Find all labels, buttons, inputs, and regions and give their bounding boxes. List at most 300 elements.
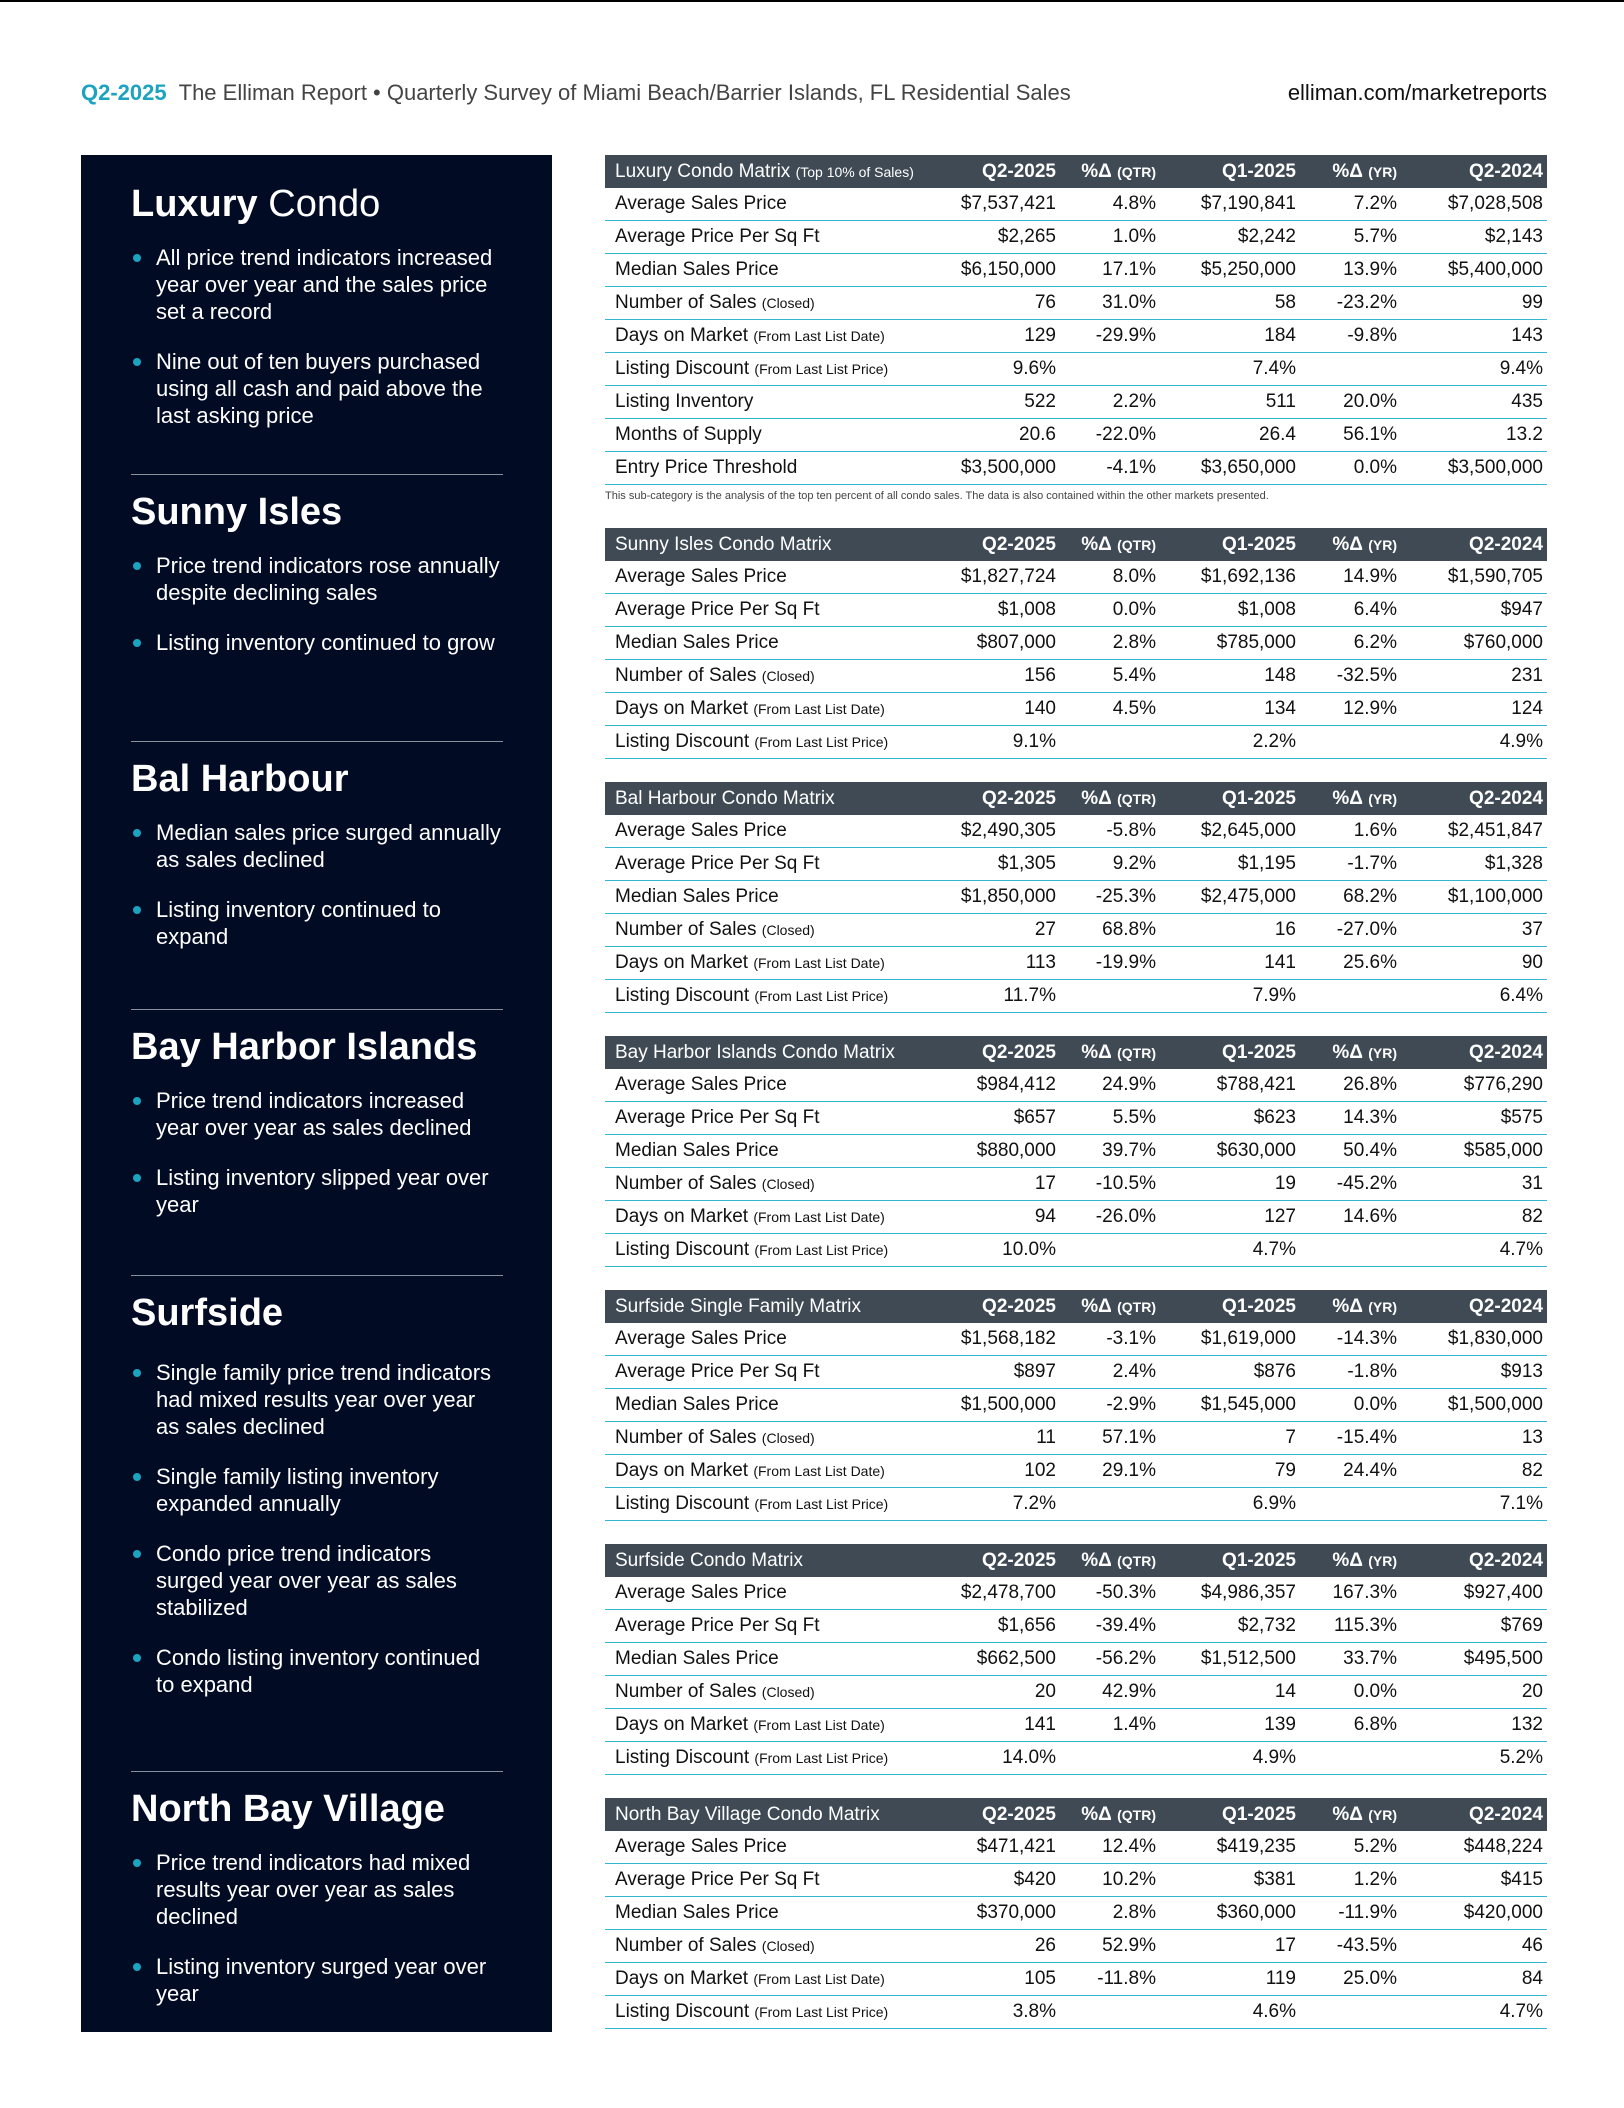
table-cell: 11.7% xyxy=(1003,985,1056,1006)
table-cell: 6.2% xyxy=(1353,632,1397,653)
row-label xyxy=(615,1577,787,1609)
col-header-pct-yr-label: %Δ xyxy=(1332,534,1363,555)
table-row xyxy=(605,1643,1547,1676)
table-cell: 58 xyxy=(1274,292,1296,313)
col-header-pct-yr-label: %Δ xyxy=(1332,1550,1363,1571)
table-cell: 68.8% xyxy=(1102,919,1156,940)
table-cell: 16 xyxy=(1274,919,1296,940)
sidebar-section-north-bay-village xyxy=(131,1787,503,2030)
bullet-item: Single family price trend indicators had mixed results year over year as sales declined xyxy=(131,1359,503,1440)
table-cell: 148 xyxy=(1264,665,1296,686)
row-label xyxy=(615,452,797,484)
table-cell: 26.4 xyxy=(1259,424,1296,445)
col-header-q2-2024: Q2-2024 xyxy=(1469,788,1543,809)
col-header-pct-yr xyxy=(1332,1798,1397,1832)
bullet-item: Listing inventory surged year over year xyxy=(131,1953,503,2007)
report-title: The Elliman Report • Quarterly Survey of Miami Beach/Barrier Islands, FL Residential Sales xyxy=(178,80,1071,105)
row-label-sub: (From Last List Date) xyxy=(753,955,885,971)
bullet-dot-icon xyxy=(133,906,141,914)
table-cell: -56.2% xyxy=(1095,1648,1156,1669)
table-cell: -15.4% xyxy=(1336,1427,1397,1448)
row-label-text: Average Price Per Sq Ft xyxy=(615,599,820,620)
table-cell: $360,000 xyxy=(1216,1902,1296,1923)
table-cell: 20 xyxy=(1034,1681,1056,1702)
row-label xyxy=(615,947,885,979)
row-label xyxy=(615,1234,888,1266)
col-header-pct-qtr xyxy=(1081,782,1156,816)
col-header-pct-qtr xyxy=(1081,1544,1156,1578)
table-cell: $1,656 xyxy=(997,1615,1056,1636)
table-cell: -1.7% xyxy=(1347,853,1397,874)
row-label-sub: (Closed) xyxy=(761,1684,815,1700)
table-cell: 6.8% xyxy=(1353,1714,1397,1735)
table-row xyxy=(605,1676,1547,1709)
bullet-item: Condo price trend indicators surged year over year as sales stabilized xyxy=(131,1540,503,1621)
row-label-text: Listing Discount xyxy=(615,985,750,1006)
table-cell: 124 xyxy=(1511,698,1543,719)
row-label xyxy=(615,1831,787,1863)
table-cell: -32.5% xyxy=(1336,665,1397,686)
table-cell: 13.9% xyxy=(1343,259,1397,280)
row-label xyxy=(615,693,885,725)
row-label-text: Listing Discount xyxy=(615,731,750,752)
table-cell: 14 xyxy=(1274,1681,1296,1702)
table-cell: 5.5% xyxy=(1112,1107,1156,1128)
col-header-q1-2025: Q1-2025 xyxy=(1222,161,1296,182)
row-label xyxy=(615,1963,885,1995)
table-cell: 0.0% xyxy=(1353,1394,1397,1415)
col-header-pct-qtr xyxy=(1081,528,1156,562)
col-header-q1-2025: Q1-2025 xyxy=(1222,1042,1296,1063)
table-cell: $2,265 xyxy=(997,226,1056,247)
table-row xyxy=(605,1864,1547,1897)
matrix-header-row xyxy=(605,1544,1547,1577)
table-cell: -26.0% xyxy=(1095,1206,1156,1227)
table-cell: 3.8% xyxy=(1012,2001,1056,2022)
table-cell: -45.2% xyxy=(1336,1173,1397,1194)
col-header-pct-qtr-label: %Δ xyxy=(1081,534,1112,555)
row-label-text: Average Sales Price xyxy=(615,1582,787,1603)
table-cell: $415 xyxy=(1500,1869,1543,1890)
table-row xyxy=(605,1488,1547,1521)
table-cell: -3.1% xyxy=(1106,1328,1156,1349)
col-header-pct-yr-label: %Δ xyxy=(1332,1296,1363,1317)
table-cell: -39.4% xyxy=(1095,1615,1156,1636)
table-cell: $2,645,000 xyxy=(1200,820,1296,841)
col-header-pct-yr-sub: (YR) xyxy=(1368,791,1397,807)
col-header-pct-qtr-label: %Δ xyxy=(1081,1042,1112,1063)
section-title: Sunny Isles xyxy=(131,491,343,533)
row-label-text: Listing Discount xyxy=(615,1239,750,1260)
table-row xyxy=(605,1897,1547,1930)
table-cell: -19.9% xyxy=(1095,952,1156,973)
col-header-pct-qtr-label: %Δ xyxy=(1081,788,1112,809)
luxury-note: This sub-category is the analysis of the top ten percent of all condo sales. The data is also contained within the other markets presented. xyxy=(605,490,1269,502)
table-cell: $419,235 xyxy=(1216,1836,1296,1857)
table-cell: 5.2% xyxy=(1499,1747,1543,1768)
row-label-text: Number of Sales xyxy=(615,1681,757,1702)
table-cell: 231 xyxy=(1511,665,1543,686)
matrix-table xyxy=(605,155,1547,485)
matrix-header-row xyxy=(605,782,1547,815)
bullet-item: Single family listing inventory expanded annually xyxy=(131,1463,503,1517)
table-cell: $1,008 xyxy=(1237,599,1296,620)
table-cell: -2.9% xyxy=(1106,1394,1156,1415)
row-label-sub: (From Last List Date) xyxy=(753,1717,885,1733)
table-cell: $2,451,847 xyxy=(1447,820,1543,841)
row-label-text: Days on Market xyxy=(615,952,749,973)
row-label xyxy=(615,1709,885,1741)
table-cell: 7.2% xyxy=(1012,1493,1056,1514)
table-cell: $1,830,000 xyxy=(1447,1328,1543,1349)
table-row xyxy=(605,188,1547,221)
table-cell: 115.3% xyxy=(1333,1615,1397,1636)
row-label xyxy=(615,1455,885,1487)
col-header-pct-qtr-sub: (QTR) xyxy=(1117,1807,1156,1823)
table-cell: 4.7% xyxy=(1499,1239,1543,1260)
table-cell: $1,619,000 xyxy=(1200,1328,1296,1349)
row-label xyxy=(615,881,779,913)
table-cell: 13.2 xyxy=(1506,424,1543,445)
table-cell: -1.8% xyxy=(1347,1361,1397,1382)
table-cell: 4.6% xyxy=(1252,2001,1296,2022)
row-label-text: Listing Discount xyxy=(615,1493,750,1514)
table-cell: 26.8% xyxy=(1343,1074,1397,1095)
table-cell: $5,250,000 xyxy=(1200,259,1296,280)
table-cell: 9.4% xyxy=(1499,358,1543,379)
row-label xyxy=(615,188,787,220)
table-cell: 13 xyxy=(1521,1427,1543,1448)
table-cell: 10.2% xyxy=(1102,1869,1156,1890)
row-label xyxy=(615,254,779,286)
table-row xyxy=(605,1996,1547,2029)
table-cell: $5,400,000 xyxy=(1447,259,1543,280)
col-header-pct-yr-sub: (YR) xyxy=(1368,537,1397,553)
col-header-pct-qtr xyxy=(1081,1036,1156,1070)
table-row xyxy=(605,693,1547,726)
bullet-dot-icon xyxy=(133,829,141,837)
table-row xyxy=(605,221,1547,254)
report-url-link[interactable]: elliman.com/marketreports xyxy=(1287,80,1547,105)
col-header-pct-yr xyxy=(1332,782,1397,816)
row-label xyxy=(615,815,787,847)
row-label xyxy=(615,726,888,758)
table-cell: -29.9% xyxy=(1095,325,1156,346)
row-label xyxy=(615,1742,888,1774)
table-cell: $1,100,000 xyxy=(1447,886,1543,907)
table-cell: -50.3% xyxy=(1095,1582,1156,1603)
matrix-table xyxy=(605,1290,1547,1521)
table-cell: $2,490,305 xyxy=(960,820,1056,841)
section-divider xyxy=(131,741,503,742)
table-cell: 9.1% xyxy=(1012,731,1056,752)
table-cell: -22.0% xyxy=(1095,424,1156,445)
section-title: Luxury Condo xyxy=(131,183,381,225)
row-label-text: Number of Sales xyxy=(615,665,757,686)
col-header-q2-2024: Q2-2024 xyxy=(1469,1804,1543,1825)
table-row xyxy=(605,254,1547,287)
table-cell: $4,986,357 xyxy=(1200,1582,1296,1603)
table-row xyxy=(605,1742,1547,1775)
table-cell: 24.9% xyxy=(1102,1074,1156,1095)
row-label-sub: (Closed) xyxy=(761,1938,815,1954)
row-label-text: Average Sales Price xyxy=(615,820,787,841)
col-header-pct-yr xyxy=(1332,155,1397,189)
table-cell: 52.9% xyxy=(1102,1935,1156,1956)
row-label xyxy=(615,1356,820,1388)
matrix-header-row xyxy=(605,528,1547,561)
table-cell: 5.7% xyxy=(1353,226,1397,247)
table-cell: 82 xyxy=(1521,1206,1543,1227)
table-cell: $3,500,000 xyxy=(960,457,1056,478)
row-label xyxy=(615,1643,779,1675)
row-label-sub: (From Last List Date) xyxy=(753,1971,885,1987)
col-header-pct-qtr xyxy=(1081,155,1156,189)
table-cell: 5.4% xyxy=(1112,665,1156,686)
section-divider xyxy=(131,1771,503,1772)
sidebar-section-luxury xyxy=(131,182,503,452)
table-cell: 14.6% xyxy=(1343,1206,1397,1227)
table-cell: 12.4% xyxy=(1102,1836,1156,1857)
row-label-text: Average Price Per Sq Ft xyxy=(615,1869,820,1890)
row-label-text: Average Sales Price xyxy=(615,1836,787,1857)
row-label-text: Days on Market xyxy=(615,325,749,346)
table-cell: 9.6% xyxy=(1012,358,1056,379)
matrix-header-row xyxy=(605,1036,1547,1069)
row-label-text: Average Price Per Sq Ft xyxy=(615,1361,820,1382)
table-cell: $1,500,000 xyxy=(960,1394,1056,1415)
col-header-q2-2025: Q2-2025 xyxy=(982,161,1056,182)
table-row xyxy=(605,320,1547,353)
row-label-text: Average Sales Price xyxy=(615,1074,787,1095)
table-cell: $1,568,182 xyxy=(960,1328,1056,1349)
table-cell: -27.0% xyxy=(1336,919,1397,940)
table-cell: 24.4% xyxy=(1343,1460,1397,1481)
table-row xyxy=(605,980,1547,1013)
row-label xyxy=(615,419,762,451)
table-row xyxy=(605,1135,1547,1168)
matrix-table xyxy=(605,528,1547,759)
table-cell: 31.0% xyxy=(1102,292,1156,313)
matrix-table xyxy=(605,1798,1547,2029)
table-cell: -5.8% xyxy=(1106,820,1156,841)
col-header-pct-qtr-label: %Δ xyxy=(1081,161,1112,182)
table-cell: 37 xyxy=(1521,919,1543,940)
table-cell: 4.9% xyxy=(1252,1747,1296,1768)
table-cell: $1,500,000 xyxy=(1447,1394,1543,1415)
table-cell: $3,500,000 xyxy=(1447,457,1543,478)
table-cell: $1,590,705 xyxy=(1447,566,1543,587)
table-row xyxy=(605,594,1547,627)
table-cell: $6,150,000 xyxy=(960,259,1056,280)
matrix-title-text: North Bay Village Condo Matrix xyxy=(615,1804,880,1825)
table-cell: 26 xyxy=(1034,1935,1056,1956)
row-label xyxy=(615,1422,815,1454)
table-row xyxy=(605,1389,1547,1422)
table-cell: 102 xyxy=(1024,1460,1056,1481)
col-header-pct-yr xyxy=(1332,528,1397,562)
table-row xyxy=(605,287,1547,320)
table-cell: $420 xyxy=(1013,1869,1056,1890)
table-cell: $1,305 xyxy=(997,853,1056,874)
matrix-title xyxy=(615,1798,880,1831)
table-cell: 7.1% xyxy=(1499,1493,1543,1514)
section-title: Bal Harbour xyxy=(131,758,349,800)
col-header-pct-yr xyxy=(1332,1036,1397,1070)
table-cell: $1,328 xyxy=(1484,853,1543,874)
row-label-text: Average Sales Price xyxy=(615,566,787,587)
row-label-text: Days on Market xyxy=(615,1460,749,1481)
table-cell: 76 xyxy=(1034,292,1056,313)
col-header-q1-2025: Q1-2025 xyxy=(1222,788,1296,809)
table-row xyxy=(605,726,1547,759)
table-cell: $1,008 xyxy=(997,599,1056,620)
row-label-sub: (Closed) xyxy=(761,1430,815,1446)
section-title: Bay Harbor Islands xyxy=(131,1026,478,1068)
row-label xyxy=(615,1610,820,1642)
row-label-sub: (Closed) xyxy=(761,668,815,684)
table-cell: 11 xyxy=(1036,1427,1056,1448)
matrix-title xyxy=(615,1036,895,1069)
bullet-item: Listing inventory slipped year over year xyxy=(131,1164,503,1218)
table-cell: 4.7% xyxy=(1252,1239,1296,1260)
col-header-pct-qtr-sub: (QTR) xyxy=(1117,164,1156,180)
table-cell: -10.5% xyxy=(1095,1173,1156,1194)
col-header-pct-yr-label: %Δ xyxy=(1332,1804,1363,1825)
table-cell: 7.4% xyxy=(1252,358,1296,379)
bullet-dot-icon xyxy=(133,254,141,262)
table-cell: $657 xyxy=(1013,1107,1056,1128)
sidebar xyxy=(81,155,552,2032)
table-cell: $927,400 xyxy=(1463,1582,1543,1603)
table-cell: 113 xyxy=(1025,952,1056,973)
col-header-pct-yr-sub: (YR) xyxy=(1368,1807,1397,1823)
table-cell: 79 xyxy=(1274,1460,1296,1481)
table-cell: $381 xyxy=(1253,1869,1296,1890)
table-cell: 99 xyxy=(1521,292,1543,313)
table-row xyxy=(605,1422,1547,1455)
table-cell: 6.4% xyxy=(1499,985,1543,1006)
row-label-text: Days on Market xyxy=(615,1968,749,1989)
table-cell: 0.0% xyxy=(1112,599,1156,620)
table-cell: 19 xyxy=(1274,1173,1296,1194)
table-cell: 2.2% xyxy=(1112,391,1156,412)
row-label-text: Average Price Per Sq Ft xyxy=(615,853,820,874)
table-cell: 435 xyxy=(1511,391,1543,412)
col-header-pct-qtr-sub: (QTR) xyxy=(1117,1553,1156,1569)
table-cell: 20 xyxy=(1521,1681,1543,1702)
col-header-q2-2024: Q2-2024 xyxy=(1469,1042,1543,1063)
table-cell: 68.2% xyxy=(1343,886,1397,907)
table-cell: 4.9% xyxy=(1499,731,1543,752)
table-cell: 1.6% xyxy=(1353,820,1397,841)
table-cell: 8.0% xyxy=(1112,566,1156,587)
col-header-pct-qtr-label: %Δ xyxy=(1081,1296,1112,1317)
row-label xyxy=(615,627,779,659)
col-header-pct-yr-sub: (YR) xyxy=(1368,164,1397,180)
row-label-text: Number of Sales xyxy=(615,1935,757,1956)
row-label-text: Listing Discount xyxy=(615,2001,750,2022)
table-cell: $495,500 xyxy=(1463,1648,1543,1669)
table-cell: 119 xyxy=(1265,1968,1296,1989)
table-cell: $2,478,700 xyxy=(960,1582,1056,1603)
matrix-title xyxy=(615,528,832,561)
table-row xyxy=(605,386,1547,419)
row-label-text: Entry Price Threshold xyxy=(615,457,798,478)
row-label-text: Median Sales Price xyxy=(615,1902,779,1923)
bullet-dot-icon xyxy=(133,1174,141,1182)
table-row xyxy=(605,1069,1547,1102)
table-cell: $1,512,500 xyxy=(1200,1648,1296,1669)
table-cell: $769 xyxy=(1500,1615,1543,1636)
table-cell: 94 xyxy=(1034,1206,1056,1227)
matrix-title-sub: (Top 10% of Sales) xyxy=(795,164,914,180)
table-cell: $370,000 xyxy=(976,1902,1056,1923)
table-cell: 17 xyxy=(1034,1173,1056,1194)
col-header-pct-qtr-sub: (QTR) xyxy=(1117,1045,1156,1061)
bullet-dot-icon xyxy=(133,1369,141,1377)
table-cell: 167.3% xyxy=(1332,1582,1397,1603)
matrix-title-text: Luxury Condo Matrix xyxy=(615,161,791,182)
top-rule xyxy=(0,0,1624,2)
col-header-q2-2025: Q2-2025 xyxy=(982,788,1056,809)
table-cell: 2.8% xyxy=(1112,1902,1156,1923)
table-cell: 29.1% xyxy=(1102,1460,1156,1481)
table-cell: 42.9% xyxy=(1102,1681,1156,1702)
table-row xyxy=(605,848,1547,881)
row-label-text: Average Price Per Sq Ft xyxy=(615,1615,820,1636)
row-label xyxy=(615,980,888,1012)
table-cell: 129 xyxy=(1024,325,1056,346)
table-cell: $662,500 xyxy=(976,1648,1056,1669)
col-header-pct-qtr-sub: (QTR) xyxy=(1117,1299,1156,1315)
bullet-item: Median sales price surged annually as sales declined xyxy=(131,819,503,873)
row-label xyxy=(615,1168,815,1200)
row-label-text: Average Sales Price xyxy=(615,193,787,214)
col-header-q2-2025: Q2-2025 xyxy=(982,1042,1056,1063)
section-title: Surfside xyxy=(131,1292,284,1334)
col-header-q1-2025: Q1-2025 xyxy=(1222,534,1296,555)
row-label xyxy=(615,914,815,946)
bullet-item: Listing inventory continued to expand xyxy=(131,896,503,950)
table-cell: $585,000 xyxy=(1463,1140,1543,1161)
row-label-sub: (Closed) xyxy=(761,1176,815,1192)
sidebar-section-bay-harbor-islands xyxy=(131,1025,503,1241)
matrix-header-row xyxy=(605,1798,1547,1831)
section-divider xyxy=(131,474,503,475)
table-cell: 140 xyxy=(1024,698,1056,719)
table-cell: 14.0% xyxy=(1002,1747,1056,1768)
col-header-pct-yr-sub: (YR) xyxy=(1368,1045,1397,1061)
row-label-sub: (From Last List Price) xyxy=(754,734,889,750)
row-label-sub: (From Last List Date) xyxy=(753,701,885,717)
table-row xyxy=(605,947,1547,980)
table-cell: 4.7% xyxy=(1499,2001,1543,2022)
table-cell: 2.4% xyxy=(1112,1361,1156,1382)
section-divider xyxy=(131,1275,503,1276)
bullet-dot-icon xyxy=(133,562,141,570)
col-header-q1-2025: Q1-2025 xyxy=(1222,1296,1296,1317)
table-cell: 7.2% xyxy=(1353,193,1397,214)
table-cell: $3,650,000 xyxy=(1200,457,1296,478)
row-label xyxy=(615,287,815,319)
col-header-pct-qtr xyxy=(1081,1290,1156,1324)
table-row xyxy=(605,1102,1547,1135)
table-cell: 82 xyxy=(1521,1460,1543,1481)
row-label xyxy=(615,660,815,692)
col-header-q1-2025: Q1-2025 xyxy=(1222,1550,1296,1571)
matrix-title xyxy=(615,1544,803,1577)
